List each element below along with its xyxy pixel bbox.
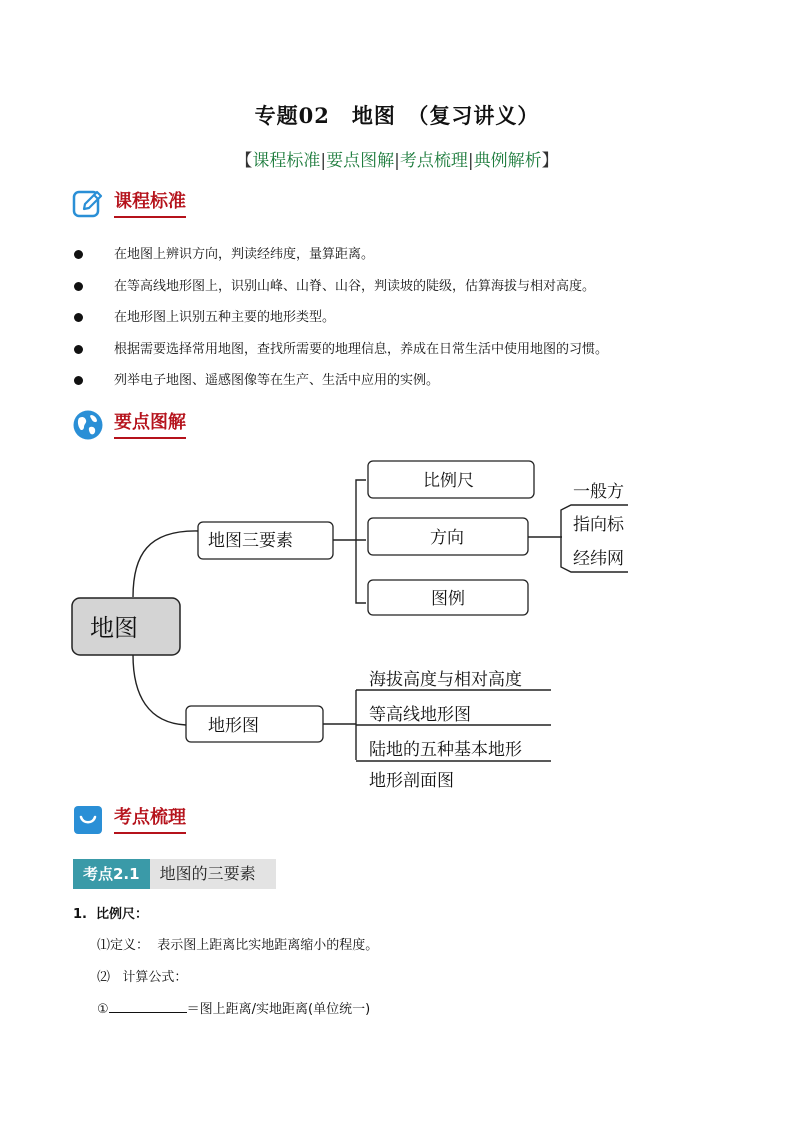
connector bbox=[133, 655, 186, 725]
section-title: 要点图解 bbox=[114, 411, 186, 439]
root-label: 地图 bbox=[90, 614, 138, 642]
topic-tag: 考点2.1 bbox=[73, 859, 150, 889]
item-number: 1. bbox=[73, 907, 87, 922]
section-heading-standards bbox=[72, 187, 186, 221]
list-item: 在地图上辨识方向，判读经纬度，量算距离。 bbox=[72, 241, 732, 273]
list-item: 列举电子地图、遥感图像等在生产、生活中应用的实例。 bbox=[72, 367, 732, 399]
bracket-close: 】 bbox=[541, 151, 559, 171]
index-separator: | bbox=[467, 151, 474, 171]
branch-label: 地形图 bbox=[208, 716, 259, 736]
index-item-standards: 课程标准 bbox=[252, 151, 321, 171]
sub-leaf-label: 经纬网 bbox=[573, 549, 624, 569]
leaf-label: 方向 bbox=[430, 528, 464, 548]
formula-title: 计算公式： bbox=[122, 970, 188, 985]
leaf-label: 图例 bbox=[431, 589, 465, 609]
branch-label: 地图三要素 bbox=[208, 531, 293, 551]
list-item: 根据需要选择常用地图，查找所需要的地理信息，养成在日常生活中使用地图的习惯。 bbox=[72, 336, 732, 368]
connector bbox=[133, 531, 198, 597]
definition-label: ⑴定义： bbox=[97, 938, 150, 953]
index-separator: | bbox=[320, 151, 327, 171]
fill-in-blank[interactable] bbox=[109, 1000, 187, 1013]
leaf-label: 陆地的五种基本地形 bbox=[369, 740, 522, 760]
definition-line bbox=[97, 934, 378, 953]
leaf-label: 海拔高度与相对高度 bbox=[369, 670, 522, 690]
formula-text: ＝图上距离/实地距离(单位统一) bbox=[186, 1002, 371, 1017]
topic-title: 地图的三要素 bbox=[150, 859, 276, 889]
formula-label: ⑵ bbox=[97, 970, 111, 985]
inbox-icon bbox=[72, 804, 104, 836]
index-item-examples: 典例解析 bbox=[473, 151, 542, 171]
section-heading-diagram bbox=[72, 408, 186, 442]
page-title: 专题02 地图 （复习讲义） bbox=[254, 103, 540, 128]
standards-list bbox=[72, 241, 732, 399]
section-title: 考点梳理 bbox=[114, 806, 186, 834]
topic-banner bbox=[73, 859, 276, 889]
list-item: 在等高线地形图上，识别山峰、山脊、山谷，判读坡的陡级，估算海拔与相对高度。 bbox=[72, 273, 732, 305]
formula-line bbox=[97, 998, 370, 1017]
leaf-label: 等高线地形图 bbox=[369, 705, 471, 725]
index-separator: | bbox=[394, 151, 400, 171]
item-title: 比例尺： bbox=[96, 907, 149, 922]
section-title: 课程标准 bbox=[114, 190, 186, 218]
index-item-diagram: 要点图解 bbox=[326, 151, 395, 171]
section-index bbox=[0, 146, 794, 171]
index-item-review: 考点梳理 bbox=[399, 151, 468, 171]
sub-leaf-label: 指向标 bbox=[573, 515, 624, 535]
mind-map bbox=[68, 455, 628, 797]
pencil-note-icon bbox=[72, 188, 104, 220]
leaf-label: 地形剖面图 bbox=[369, 771, 454, 791]
item-heading bbox=[73, 903, 148, 922]
bracket-open: 【 bbox=[235, 151, 253, 171]
connector bbox=[356, 480, 366, 603]
globe-icon bbox=[72, 409, 104, 441]
leaf-label: 比例尺 bbox=[423, 471, 474, 491]
definition-text: 表示图上距离比实地距离缩小的程度。 bbox=[157, 938, 379, 953]
section-heading-review bbox=[72, 803, 186, 837]
formula-marker: ① bbox=[97, 1002, 109, 1017]
list-item: 在地形图上识别五种主要的地形类型。 bbox=[72, 304, 732, 336]
sub-leaf-label: 一般方 bbox=[573, 482, 624, 502]
formula-heading bbox=[97, 966, 187, 985]
